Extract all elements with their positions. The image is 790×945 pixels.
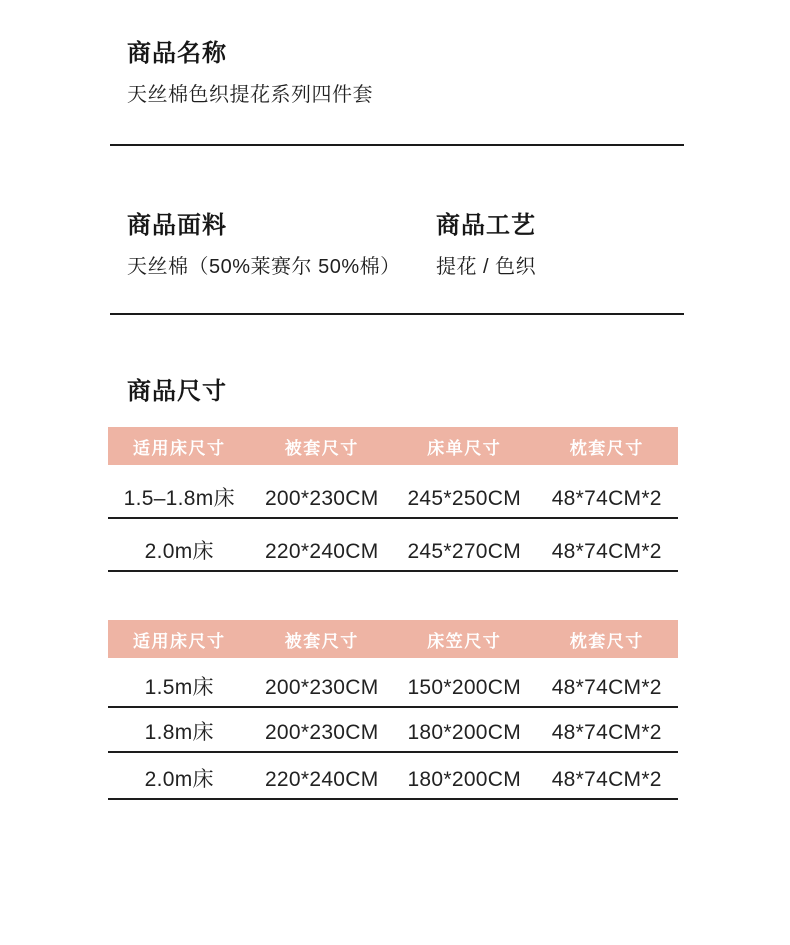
- column-header: 床笠尺寸: [427, 631, 502, 651]
- table-cell: 48*74CM*2: [551, 721, 662, 744]
- table-row: [108, 519, 678, 572]
- craft-heading: 商品工艺: [436, 212, 536, 239]
- table-row: [108, 658, 678, 708]
- fabric-section: [108, 214, 417, 280]
- table-cell: 150*200CM: [407, 676, 522, 699]
- craft-section: [417, 214, 684, 280]
- table-cell: 220*240CM: [264, 540, 379, 563]
- section-divider: [110, 313, 684, 315]
- product-name-heading: 商品名称: [127, 40, 227, 67]
- section-divider: [110, 144, 684, 146]
- table-cell: 2.0m床: [144, 540, 214, 563]
- table-header-row: [108, 427, 678, 465]
- column-header: 枕套尺寸: [569, 631, 644, 651]
- product-name-section: [108, 42, 684, 108]
- craft-value: 提花 / 色织: [436, 256, 537, 278]
- column-header: 枕套尺寸: [569, 438, 644, 458]
- fabric-craft-section: [108, 214, 684, 280]
- table-cell: 245*250CM: [407, 487, 522, 510]
- column-header: 适用床尺寸: [133, 438, 226, 458]
- product-name-value: 天丝棉色织提花系列四件套: [127, 84, 373, 106]
- fabric-value: 天丝棉（50%莱赛尔 50%棉）: [127, 256, 401, 278]
- column-header: 被套尺寸: [284, 438, 359, 458]
- size-table-fitted-sheet: [108, 620, 678, 800]
- table-cell: 1.5–1.8m床: [123, 487, 235, 510]
- column-header: 被套尺寸: [284, 631, 359, 651]
- sizes-heading: 商品尺寸: [127, 378, 227, 405]
- table-cell: 180*200CM: [407, 721, 522, 744]
- column-header: 床单尺寸: [427, 438, 502, 458]
- table-cell: 1.8m床: [144, 721, 214, 744]
- table-cell: 245*270CM: [407, 540, 522, 563]
- table-cell: 200*230CM: [264, 676, 379, 699]
- table-cell: 48*74CM*2: [551, 487, 662, 510]
- column-header: 适用床尺寸: [133, 631, 226, 651]
- table-cell: 200*230CM: [264, 721, 379, 744]
- table-cell: 48*74CM*2: [551, 768, 662, 791]
- table-header-row: [108, 620, 678, 658]
- table-row: [108, 708, 678, 753]
- table-cell: 220*240CM: [264, 768, 379, 791]
- table-cell: 180*200CM: [407, 768, 522, 791]
- size-table-flat-sheet: [108, 427, 678, 572]
- table-cell: 200*230CM: [264, 487, 379, 510]
- sizes-section: [108, 380, 684, 800]
- table-cell: 1.5m床: [144, 676, 214, 699]
- table-row: [108, 465, 678, 519]
- table-cell: 2.0m床: [144, 768, 214, 791]
- fabric-heading: 商品面料: [127, 212, 227, 239]
- table-row: [108, 753, 678, 800]
- table-cell: 48*74CM*2: [551, 676, 662, 699]
- table-cell: 48*74CM*2: [551, 540, 662, 563]
